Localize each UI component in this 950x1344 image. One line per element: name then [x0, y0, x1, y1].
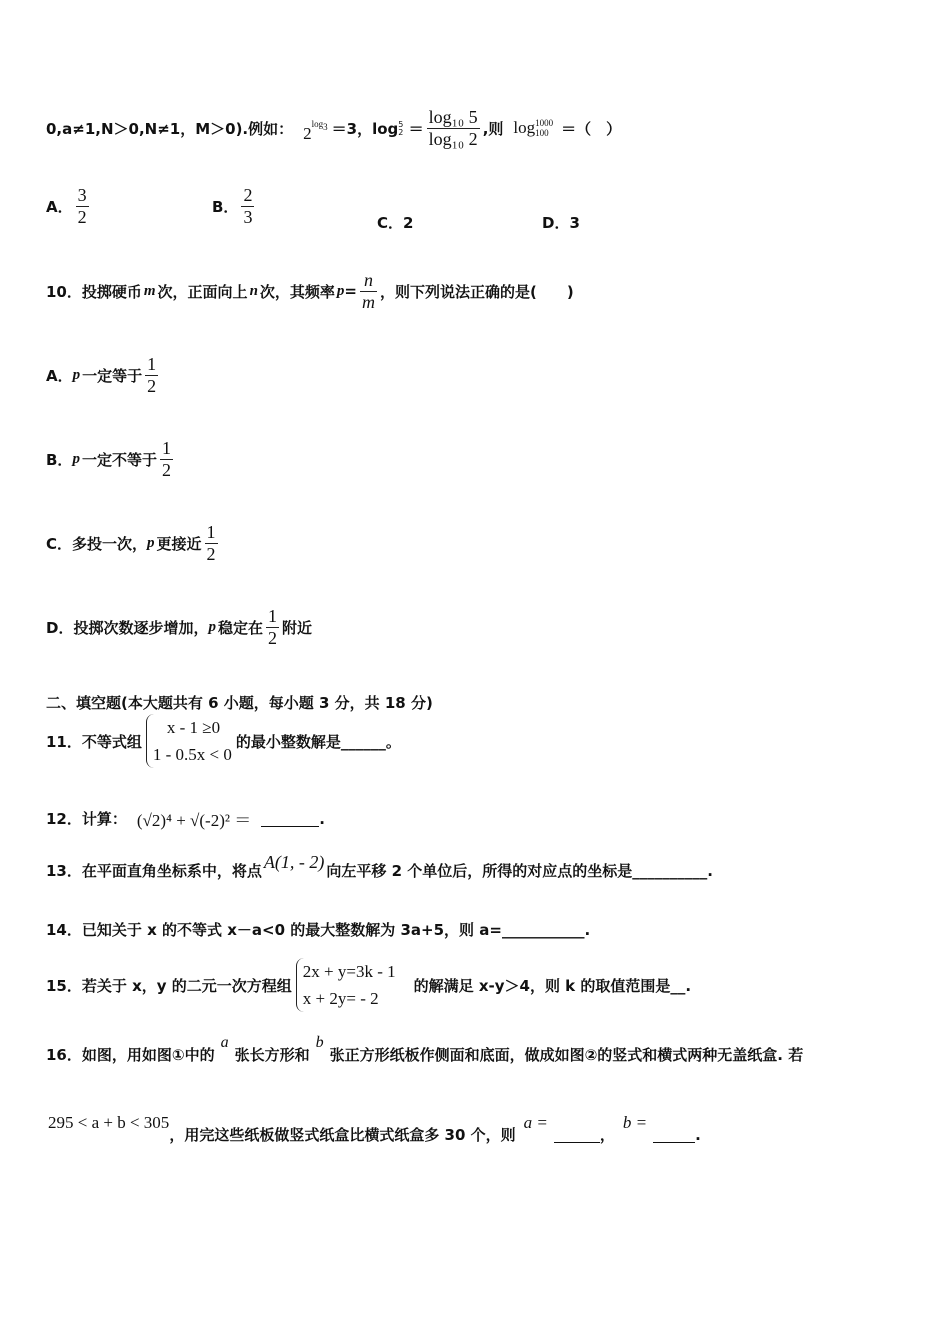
q14-stem: 14．已知关于 x 的不等式 x－a<0 的最大整数解为 3a+5，则 a=___________. [46, 921, 591, 939]
q15-system: 2x + y=3k - 1 x + 2y= - 2 [296, 958, 396, 1012]
q9-example1-result: ＝3， [331, 119, 373, 138]
q9-tail: ＝（ ） [561, 119, 622, 138]
q9-option-a[interactable]: A． $\frac{3}{2}$ [46, 185, 87, 227]
q9-ratio-fraction: $\frac{\text{log₁₀ 5}}{\text{log₁₀ 2}}$ [428, 106, 478, 149]
q9-option-b[interactable]: B． $\frac{2}{3}$ [212, 185, 253, 227]
q9-stem [46, 100, 621, 156]
q10-stem: 10．投掷硬币 m 次，正面向上 n 次，其频率 p = $\frac{n}{m}$ ，则下列说法正确的是( ) [46, 270, 574, 312]
q13-point: A(1, - 2) [263, 852, 325, 872]
q12-expression: (√2)⁴ + √(-2)² ＝ [136, 811, 252, 830]
q15-stem: 15．若关于 x，y 的二元一次方程组 2x + y=3k - 1 x + 2y= - 2 的解满足 x-y＞4，则 k 的取值范围是__. [46, 958, 691, 1012]
q10-option-b[interactable]: B． p 一定不等于 $\frac{1}{2}$ [46, 438, 171, 480]
q16-condition: 295 < a + b < 305 [48, 1112, 170, 1132]
q9-option-d[interactable]: D．3 [542, 214, 580, 232]
section2-heading: 二、填空题(本大题共有 6 小题，每小题 3 分，共 18 分) [46, 694, 433, 712]
q10-option-a[interactable]: A． p 一定等于 $\frac{1}{2}$ [46, 354, 157, 396]
q13-stem: 13．在平面直角坐标系中，将点 A(1, - 2) 向左平移 2 个单位后，所得的对应点的坐标是__________. [46, 852, 713, 880]
q16-a-blank[interactable] [554, 1126, 600, 1143]
q9-example2: log 5 2 ＝ [372, 119, 424, 138]
q16-condition-line: 295 < a + b < 305 ，用完这些纸板做竖式纸盒比横式纸盒多 30 个，则 a = ， b = . [48, 1112, 701, 1144]
q9-option-c[interactable]: C．2 [377, 214, 414, 232]
q12-stem: 12．计算： (√2)⁴ + √(-2)² ＝ . [46, 806, 325, 831]
q16-b-blank[interactable] [653, 1126, 695, 1143]
q9-ask: log 1000 100 [513, 117, 554, 138]
q9-example1: $2^{log_3}$ [303, 119, 328, 143]
q12-answer-blank[interactable] [261, 810, 319, 827]
q11-system: x - 1 ≥0 1 - 0.5x < 0 [146, 714, 232, 768]
q9-then: ,则 [482, 119, 504, 138]
q10-option-d[interactable]: D．投掷次数逐步增加， p 稳定在 $\frac{1}{2}$ 附近 [46, 606, 312, 648]
q9-prefix: 0,a≠1,N＞0,N≠1，M＞0).例如： [46, 119, 294, 138]
q10-option-c[interactable]: C．多投一次， p 更接近 $\frac{1}{2}$ [46, 522, 216, 564]
q16-stem: 16．如图，用如图①中的 a 张长方形和 b 张正方形纸板作侧面和底面，做成如图②的竖式和横式两种无盖纸盒. 若 [46, 1033, 804, 1064]
q11-stem: 11．不等式组 x - 1 ≥0 1 - 0.5x < 0 的最小整数解是______。 [46, 714, 401, 768]
